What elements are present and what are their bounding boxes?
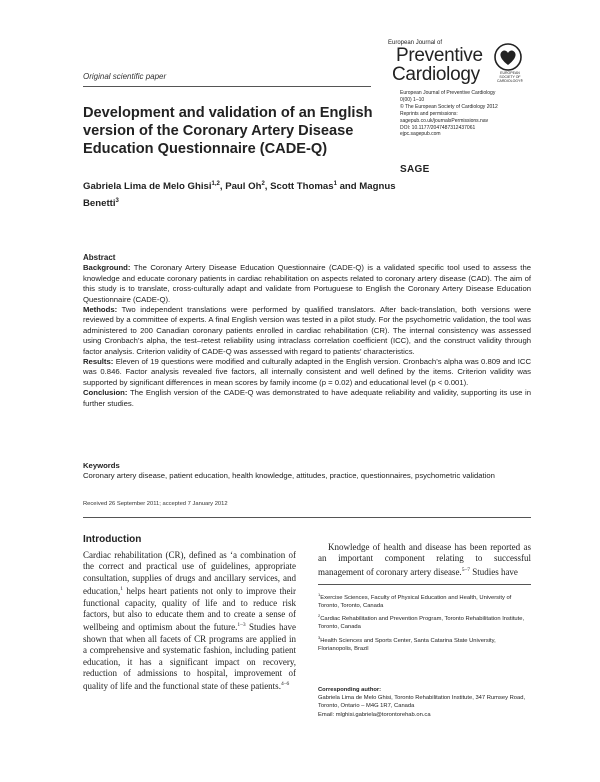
meta-copyright: © The European Society of Cardiology 2012 [400,103,498,110]
abstract-background [83,263,531,305]
abstract-background-label: Background: [83,263,131,273]
meta-doi: DOI: 10.1177/2047487312437061 [400,124,476,131]
introduction-heading: Introduction [83,534,142,545]
abstract-results [83,357,531,388]
body-divider [83,517,531,518]
affiliation-marker: 1 [318,592,321,597]
intro-text-b: helps heart patients not only to improve their functional capacity, quality of life and to reduce risk factors, but also to educate them and to create a sense of wellbeing and optimism about the future. [83,586,296,633]
meta-journal-url[interactable]: ejpc.sagepub.com [400,131,441,138]
meta-journal-name: European Journal of Preventive Cardiology [400,90,496,96]
abstract-background-text: The Coronary Artery Disease Education Questionnaire (CADE-Q) is a validated specific tool used to assess the knowledge and educate coronary patients in cardiac rehabilitation on aspects related to coronary artery disease (CAD). The aim of this study is to translate, cross-culturally adapt and validate from Portuguese to English the Coronary Artery Disease Education Questionnaire (CADE-Q). [83,263,531,304]
abstract-conclusion-text: The English version of the CADE-Q was demonstrated to have adequate reliability and validity, supporting its use in further studies. [83,388,531,408]
header-divider [83,86,371,87]
meta-reprints: Reprints and permissions: [400,110,458,117]
intro-col2-text-b: Studies have [469,566,518,577]
abstract-heading: Abstract [83,253,116,262]
article-type-label: Original scientific paper [83,72,167,81]
intro-text-c: Studies have shown that when all facets of CR programs are applied in a comprehensive and systematic fashion, including patient education, it has a significant impact on recovery, reduction of admissions to hospital, improvement of quality of life and the functional state of these patients. [83,622,296,692]
intro-col2-text-a: Knowledge of health and disease has been reported as an important component relating to successful management of coronary artery disease. [318,542,531,577]
affiliation-text: Health Sciences and Sports Center, Santa Catarina State University, Florianopolis, Brazil [318,637,496,652]
author-name: Scott Thomas [270,181,334,193]
introduction-paragraph-2 [318,542,531,578]
affiliations [318,591,531,655]
affiliation-text: Cardiac Rehabilitation and Prevention Program, Toronto Rehabilitation Institute, Toronto, Canada [318,616,525,631]
society-line3: CARDIOLOGY® [497,79,523,84]
journal-logo [388,40,528,90]
journal-meta [400,90,550,138]
affiliation-2 [318,612,531,631]
intro-text-a: Cardiac rehabilitation (CR), defined as ‘a combination of the correct and practical use of guidelines, appropriate consultation, supplies of drugs and ancillary services, and education, [83,550,296,597]
journal-logo-small-text: European Journal of [388,40,443,46]
citation-ref: 1–3 [237,622,246,629]
abstract-methods-text: Two independent translations were performed by qualified translators. After back-translation, both versions were reviewed by a committee of experts. A final English version was tested in a pilot study. For the psychometric validation, the tool was administered to 200 Canadian coronary patients enrolled in cardiac rehabilitation (CR). The internal consistency was assessed using Cronbach’s alpha, the test–retest reliability using intraclass correlation coefficient (ICC), and the construct validity through factor analysis. Criterion validity of CADE-Q was assessed with regard to patients’ characteristics. [83,305,531,356]
affiliation-1 [318,591,531,610]
author-list: Gabriela Lima de Melo Ghisi$^{1,2}$, Paul Oh$^2$, Scott Thomas$^1$ and Magnus Benetti$^3$ [83,181,396,210]
keywords-text: Coronary artery disease, patient education, health knowledge, attitudes, practice, questionnaires, psychometric validation [83,471,495,481]
author-affiliation-marker: 3 [115,198,119,205]
author-affiliation-marker: 2 [261,181,265,187]
heart-logo-icon [494,43,522,71]
journal-logo-name-line2: Cardiology [392,64,480,85]
abstract [83,253,531,409]
abstract-conclusion [83,388,531,409]
affiliation-marker: 3 [318,634,321,640]
author-name: Gabriela Lima de Melo Ghisi [83,181,212,193]
society-label [494,71,526,84]
publisher-logo: SAGE [400,164,430,175]
citation-ref: 1 [120,586,123,593]
abstract-methods-label: Methods: [83,305,118,315]
author-affiliation-marker: 1,2 [211,181,220,187]
affiliation-3 [318,634,531,653]
abstract-results-text: Eleven of 19 questions were modified and culturally adapted in the English version. Cronbach’s alpha was 0.809 and ICC was 0.846. Factor analysis revealed five factors, all internally consistent and well defined by the items. Criterion validity was supported by significant differences in mean scores by family income (p = 0.02) and educational level (p < 0.001). [83,357,531,387]
corresponding-author-email[interactable]: Email: mlghisi.gabriela@torontorehab.on.ca [318,711,431,718]
corresponding-author-heading: Corresponding author: [318,687,382,693]
introduction-paragraph-1 [83,550,296,693]
author-name: Paul Oh [225,181,262,193]
citation-ref: 5–7 [461,566,470,573]
author-affiliation-marker: 1 [333,181,337,187]
society-line2: SOCIETY OF [499,75,521,80]
article-title: Development and validation of an English version of the Coronary Artery Disease Education Questionnaire (CADE-Q) [83,105,373,157]
received-dates: Received 26 September 2011; accepted 7 January 2012 [83,501,228,507]
meta-volume: 0(00) 1–10 [400,96,425,103]
keywords-heading: Keywords [83,461,120,470]
corresponding-author [318,686,531,719]
corresponding-author-address: Gabriela Lima de Melo Ghisi, Toronto Rehabilitation Institute, 347 Rumsey Road, Toronto, Ontario – M4G 1R7, Canada [318,695,526,710]
abstract-results-label: Results: [83,357,114,367]
society-line1: EUROPEAN [500,71,520,75]
meta-reprints-link[interactable]: sagepub.co.uk/journalsPermissions.nav [400,117,489,124]
affiliation-text: Exercise Sciences, Faculty of Physical Education and Health, University of Toronto, Toronto, Canada [318,594,512,610]
citation-ref: 4–6 [280,681,290,688]
affiliation-marker: 2 [318,613,321,619]
abstract-conclusion-label: Conclusion: [83,388,128,398]
keywords [83,461,531,482]
author-name: Magnus Benetti [83,181,396,210]
abstract-methods [83,305,531,357]
journal-logo-name-line1: Preventive [396,45,483,66]
footnote-divider [318,584,531,585]
